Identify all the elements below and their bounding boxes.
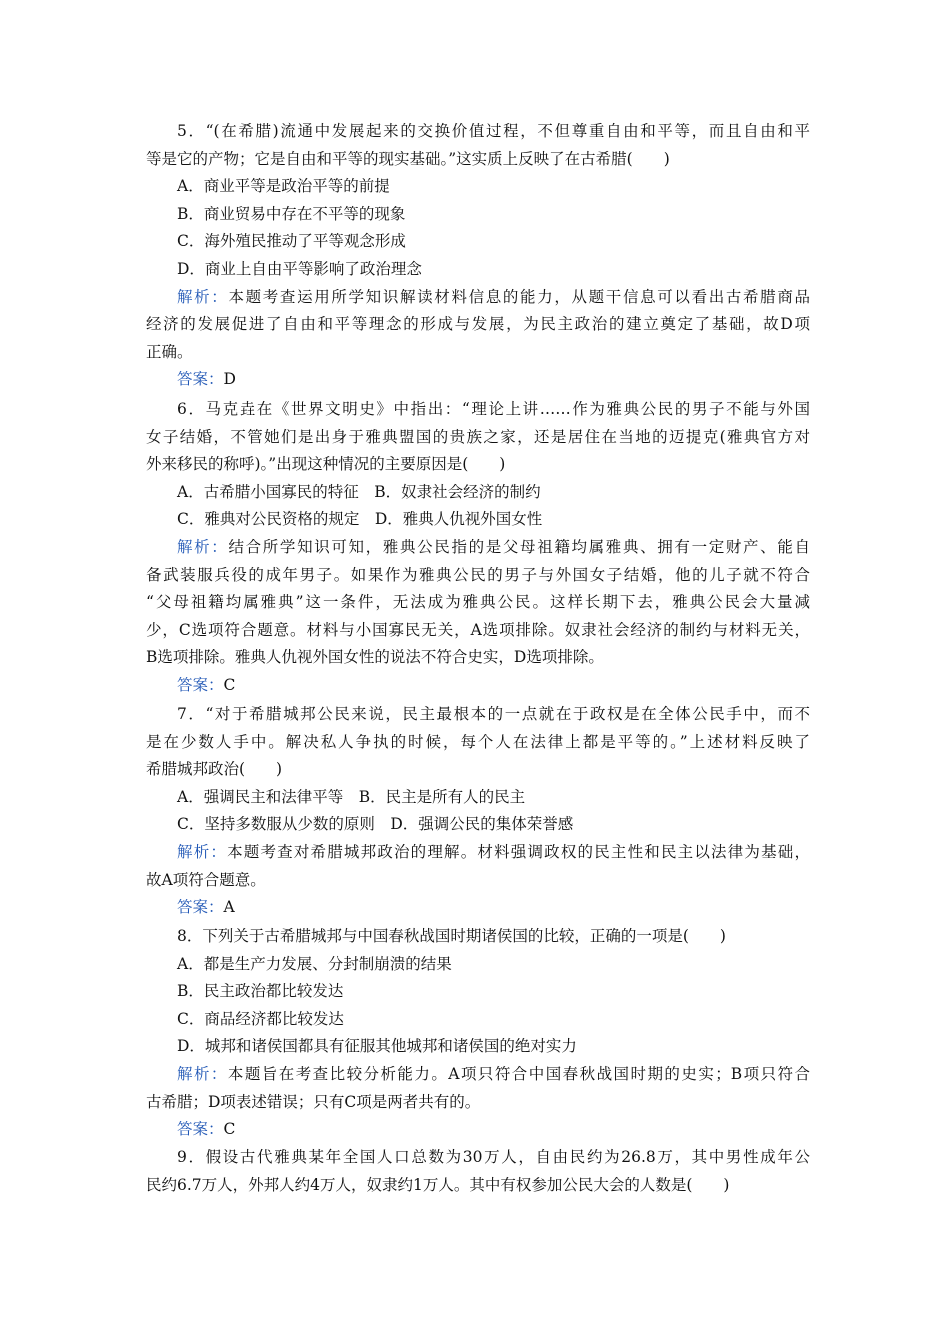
answer-line <box>146 672 810 700</box>
option-ab: A．强调民主和法律平等 B．民主是所有人的民主 <box>177 787 526 806</box>
answer-value: D <box>223 370 236 389</box>
analysis-line: 古希腊；D项表述错误；只有C项是两者共有的。 <box>146 1092 481 1111</box>
answer-line <box>146 1116 810 1144</box>
option-cd: C．雅典对公民资格的规定 D．雅典人仇视外国女性 <box>177 510 543 529</box>
question-stem-line: 6．马克垚在《世界文明史》中指出：“理论上讲……作为雅典公民的男子不能与外国 <box>177 400 810 418</box>
answer-label: 答案： <box>177 1120 224 1139</box>
analysis-line: 经济的发展促进了自由和平等理念的形成与发展，为民主政治的建立奠定了基础，故D项 <box>146 315 810 334</box>
analysis-text: 本题考查运用所学知识解读材料信息的能力，从题干信息可以看出古希腊商品 <box>228 287 810 306</box>
option-c: C．商品经济都比较发达 <box>177 1009 344 1028</box>
question-stem-line: 女子结婚，不管她们是出身于雅典盟国的贵族之家，还是居住在当地的迈提克(雅典官方对 <box>146 427 810 446</box>
analysis-line <box>146 1061 810 1089</box>
option-a: A．都是生产力发展、分封制崩溃的结果 <box>177 954 452 973</box>
option-ab: A．古希腊小国寡民的特征 B．奴隶社会经济的制约 <box>177 482 541 501</box>
analysis-text: 本题考查对希腊城邦政治的理解。材料强调政权的民主性和民主以法律为基础， <box>227 842 810 861</box>
analysis-line <box>146 839 810 867</box>
option-b: B．商业贸易中存在不平等的现象 <box>177 204 406 223</box>
answer-value: C <box>223 675 236 694</box>
analysis-text: 本题旨在考查比较分析能力。A项只符合中国春秋战国时期的史实；B项只符合 <box>227 1064 810 1083</box>
analysis-line: 故A项符合题意。 <box>146 870 266 889</box>
analysis-line: 备武装服兵役的成年男子。如果作为雅典公民的男子与外国女子结婚，他的儿子就不符合 <box>146 565 810 584</box>
question-stem-line: 5．“(在希腊)流通中发展起来的交换价值过程，不但尊重自由和平等，而且自由和平 <box>177 122 810 140</box>
analysis-text: 结合所学知识可知，雅典公民指的是父母祖籍均属雅典、拥有一定财产、能自 <box>228 537 810 556</box>
answer-line <box>146 366 810 394</box>
option-c: C．海外殖民推动了平等观念形成 <box>177 232 406 251</box>
analysis-label: 解析： <box>177 287 229 306</box>
analysis-line: 少，C选项符合题意。材料与小国寡民无关，A选项排除。奴隶社会经济的制约与材料无关， <box>146 620 810 639</box>
question-stem-line: 9．假设古代雅典某年全国人口总数为30万人，自由民约为26.8万，其中男性成年公 <box>177 1148 810 1166</box>
question-5 <box>146 118 810 394</box>
question-7 <box>146 701 810 922</box>
question-8 <box>146 923 810 1144</box>
question-stem-line: 希腊城邦政治( ) <box>146 760 283 779</box>
analysis-line: 正确。 <box>146 342 193 361</box>
analysis-label: 解析： <box>177 842 228 861</box>
answer-label: 答案： <box>177 675 224 694</box>
question-stem-line: 等是它的产物；它是自由和平等的现实基础。”这实质上反映了在古希腊( ) <box>146 149 670 168</box>
answer-value: A <box>223 898 235 917</box>
analysis-label: 解析： <box>177 1064 228 1083</box>
answer-label: 答案： <box>177 898 224 917</box>
answer-line <box>146 894 810 922</box>
answer-value: C <box>223 1120 236 1139</box>
analysis-line: B选项排除。雅典人仇视外国女性的说法不符合史实，D选项排除。 <box>146 648 604 667</box>
option-cd: C．坚持多数服从少数的原则 D．强调公民的集体荣誉感 <box>177 815 574 834</box>
analysis-line <box>146 284 810 312</box>
question-stem-line: 民约6.7万人，外邦人约4万人，奴隶约1万人。其中有权参加公民大会的人数是( ) <box>146 1175 730 1194</box>
question-stem-line: 是在少数人手中。解决私人争执的时候，每个人在法律上都是平等的。”上述材料反映了 <box>146 732 810 751</box>
answer-label: 答案： <box>177 370 224 389</box>
question-stem-line: 8．下列关于古希腊城邦与中国春秋战国时期诸侯国的比较，正确的一项是( ) <box>177 927 726 945</box>
analysis-line: “父母祖籍均属雅典”这一条件，无法成为雅典公民。这样长期下去，雅典公民会大量减 <box>146 593 810 612</box>
option-d: D．城邦和诸侯国都具有征服其他城邦和诸侯国的绝对实力 <box>177 1037 577 1056</box>
question-6 <box>146 396 810 700</box>
question-stem-line: 7．“对于希腊城邦公民来说，民主最根本的一点就在于政权是在全体公民手中，而不 <box>177 705 810 723</box>
option-b: B．民主政治都比较发达 <box>177 982 344 1001</box>
option-a: A．商业平等是政治平等的前提 <box>177 177 390 196</box>
question-stem-line: 外来移民的称呼)。”出现这种情况的主要原因是( ) <box>146 455 506 474</box>
analysis-line <box>146 534 810 562</box>
analysis-label: 解析： <box>177 537 229 556</box>
option-d: D．商业上自由平等影响了政治理念 <box>177 259 422 278</box>
question-9 <box>146 1144 810 1199</box>
